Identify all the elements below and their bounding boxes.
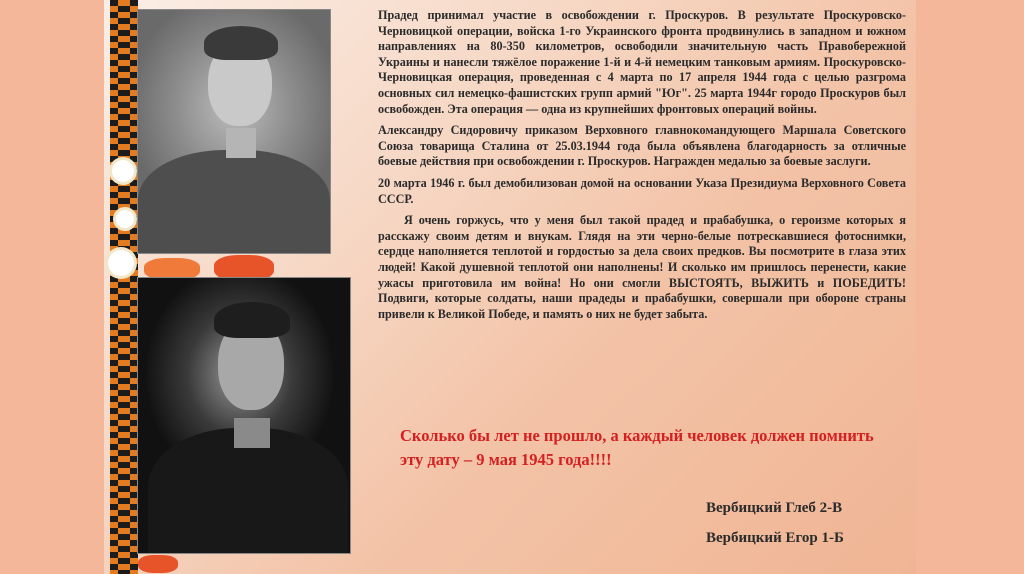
paragraph: Прадед принимал участие в освобождении г. Проскуров. В результате Проскуровско-Черновицкой операции, войска 1-го Украинского фронта продвинулись в западном и южном направлениях на 80-350 километров, освободили значительную часть Правобережной Украины и нанесли тяжёлое поражение 1-й и 4-й немецким танковым армиям. Проскуровско- Черновицкая операция, проведенная с 4 марта по 17 апреля 1944 года с целью разгрома основных сил немецко-фашистских групп армий "Юг". 25 марта 1944г городо Проскуров был освобожден. Эта операция — одна из крупнейших фронтовых операций войны. — [378, 8, 906, 116]
article-text — [378, 8, 906, 328]
flower-decoration — [108, 250, 134, 276]
paragraph: Я очень горжусь, что у меня был такой прадед и прабабушка, о героизме которых я расскажу своим детям и внукам. Глядя на эти черно-белые потрескавшиеся фотоснимки, сердце наполняется теплотой и гордостью за дела своих предков. Вы посмотрите в глаза этих людей! Какой душевной теплотой они наполнены! И сколько им пришлось перенести, какие ужасы приготовила им война! Но они смогли ВЫСТОЯТЬ, ВЫЖИТЬ и ПОБЕДИТЬ! Подвиги, которые солдаты, наши прадеды и прабабушки, совершали при обороне страны привели к Великой Победе, и память о них не будет забыта. — [378, 213, 906, 321]
flower-decoration — [144, 258, 200, 280]
author-signature: Вербицкий Глеб 2-В — [706, 500, 843, 516]
author-signature: Вербицкий Егор 1-Б — [706, 530, 844, 546]
flower-decoration — [116, 210, 134, 228]
paragraph: 20 марта 1946 г. был демобилизован домой на основании Указа Президиума Верховного Совета СССР. — [378, 175, 906, 206]
paragraph: Александру Сидоровичу приказом Верховного главнокомандующего Маршала Советского Союза товарища Сталина от 25.03.1944 года была объявлена благодарность за отличные боевые действия при освобождении г. Проскуров. Награжден медалью за боевые заслуги. — [378, 123, 906, 169]
veteran-photo-bottom — [138, 278, 350, 553]
victory-day-quote: Сколько бы лет не прошло, а каждый человек должен помнить эту дату – 9 мая 1945 года!!!! — [400, 426, 874, 469]
flower-decoration — [138, 555, 178, 573]
st-george-ribbon — [110, 0, 138, 574]
veteran-photo-top — [138, 10, 330, 253]
flower-decoration — [112, 160, 134, 182]
